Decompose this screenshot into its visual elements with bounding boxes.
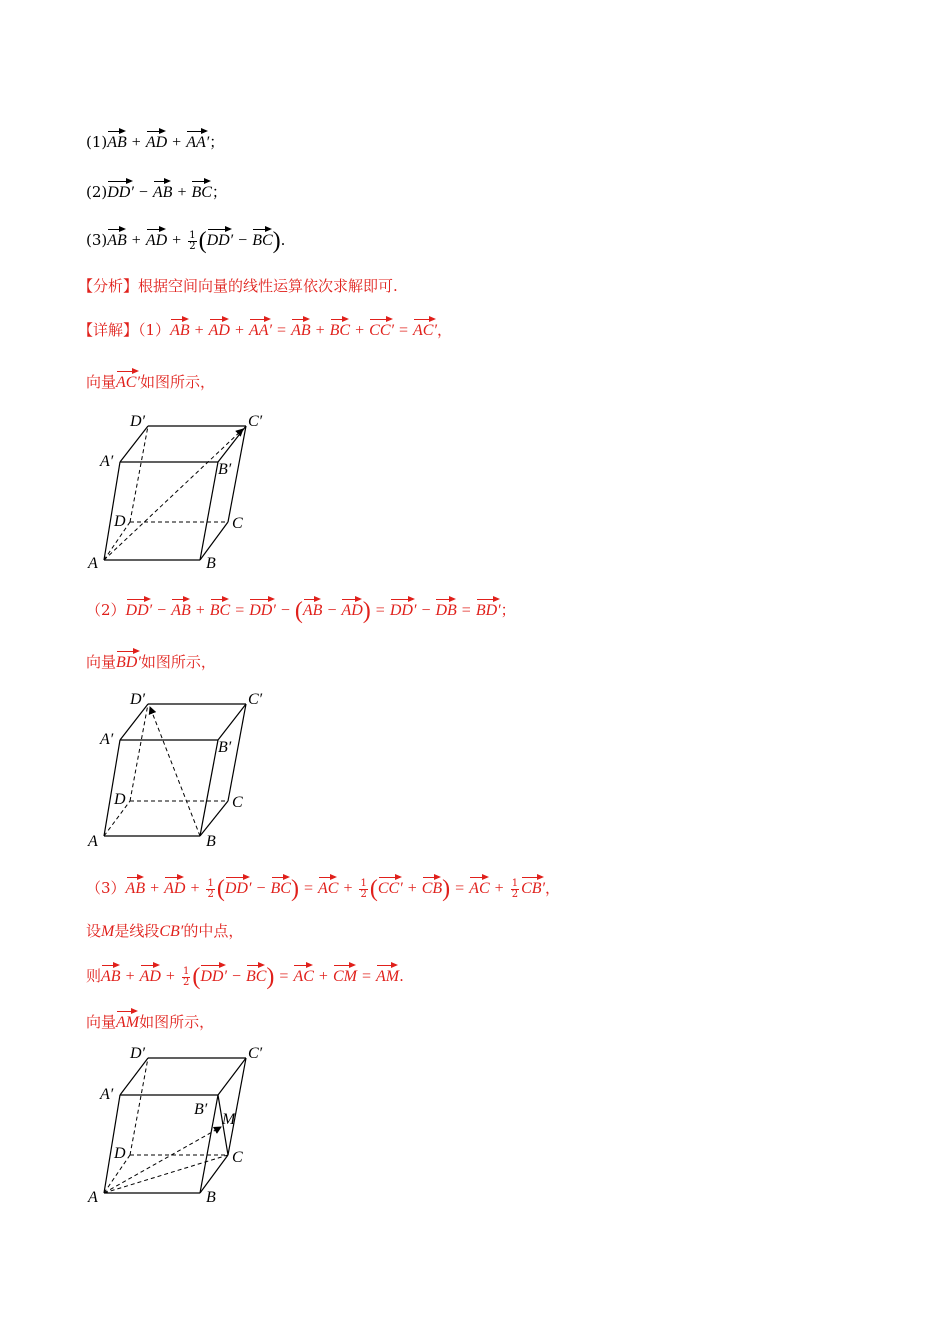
svg-text:C: C — [232, 515, 243, 532]
figure-3 — [80, 1040, 280, 1210]
let-midpoint: 设M是线段CB′的中点， — [86, 922, 244, 940]
svg-text:B′: B′ — [194, 1101, 208, 1118]
solution-2: （2）DD′ − AB + BC = DD′ − (AB − AD) = DD′ − DB = BD′； — [86, 598, 516, 624]
svg-text:B: B — [206, 833, 216, 850]
svg-text:B′: B′ — [218, 739, 232, 756]
svg-text:C: C — [232, 794, 243, 811]
solution-tag: 【详解】 — [78, 321, 139, 339]
solution-1: 【详解】（1）AB + AD + AA′ = AB + BC + CC′ = AC′， — [86, 316, 452, 340]
vec-AB: AB — [153, 178, 173, 202]
svg-text:M: M — [222, 1111, 236, 1128]
vec-DDp: DD′ — [207, 226, 234, 250]
vec-AAp: AA′ — [186, 128, 209, 152]
vec-DDp: DD′ — [107, 178, 134, 202]
svg-text:D′: D′ — [130, 413, 146, 430]
analysis-text: 根据空间向量的线性运算依次求解即可. — [138, 277, 398, 295]
svg-text:D′: D′ — [130, 1045, 146, 1062]
vec-AD: AD — [146, 226, 167, 250]
svg-text:C′: C′ — [248, 413, 263, 430]
svg-text:C′: C′ — [248, 691, 263, 708]
svg-text:A: A — [88, 833, 98, 850]
analysis — [78, 275, 398, 296]
vector-arrow-BDp — [150, 707, 200, 836]
svg-text:B′: B′ — [218, 461, 232, 478]
svg-text:A: A — [88, 1189, 98, 1206]
fraction-half: $\frac{1}{2}$ — [189, 229, 196, 252]
figure-1 — [80, 406, 280, 576]
solution-3: （3）AB + AD + $\frac{1}{2}$ (DD′ − BC) = AC + $\frac{1}{2}$ (CC′ + CB) = AC + $\frac{1}{2}$ CB′， — [86, 876, 561, 902]
problem-1: (1)AB + AD + AA′； — [86, 128, 224, 152]
conclusion-3: 则AB + AD + $\frac{1}{2}$ (DD′ − BC) = AC + CM = AM. — [86, 964, 404, 990]
vec-AB: AB — [107, 226, 127, 250]
svg-text:D: D — [114, 791, 126, 808]
vec-BC: BC — [191, 178, 211, 202]
svg-text:D′: D′ — [130, 691, 146, 708]
figure-2 — [80, 686, 280, 856]
vec-BC: BC — [252, 226, 272, 250]
svg-text:A: A — [88, 555, 98, 572]
analysis-tag: 【分析】 — [78, 277, 139, 295]
svg-text:B: B — [206, 1189, 216, 1206]
problem-2: (2)DD′ − AB + BC； — [86, 178, 227, 202]
caption-3: 向量AM如图所示， — [86, 1008, 214, 1032]
svg-text:B: B — [206, 555, 216, 572]
svg-text:A′: A′ — [100, 1086, 114, 1103]
caption-1: 向量AC′如图所示， — [86, 368, 215, 392]
svg-text:D: D — [114, 1145, 126, 1162]
vec-AD: AD — [146, 128, 167, 152]
svg-text:D: D — [114, 513, 126, 530]
caption-2: 向量BD′如图所示， — [86, 648, 216, 672]
svg-text:A′: A′ — [100, 731, 114, 748]
svg-text:C′: C′ — [248, 1045, 263, 1062]
problem-3: (3)AB + AD + $\frac{1}{2}$ (DD′ − BC). — [86, 228, 286, 254]
svg-text:A′: A′ — [100, 453, 114, 470]
svg-text:C: C — [232, 1149, 243, 1166]
vector-arrow-ACp — [104, 429, 243, 560]
vec-AB: AB — [107, 128, 127, 152]
